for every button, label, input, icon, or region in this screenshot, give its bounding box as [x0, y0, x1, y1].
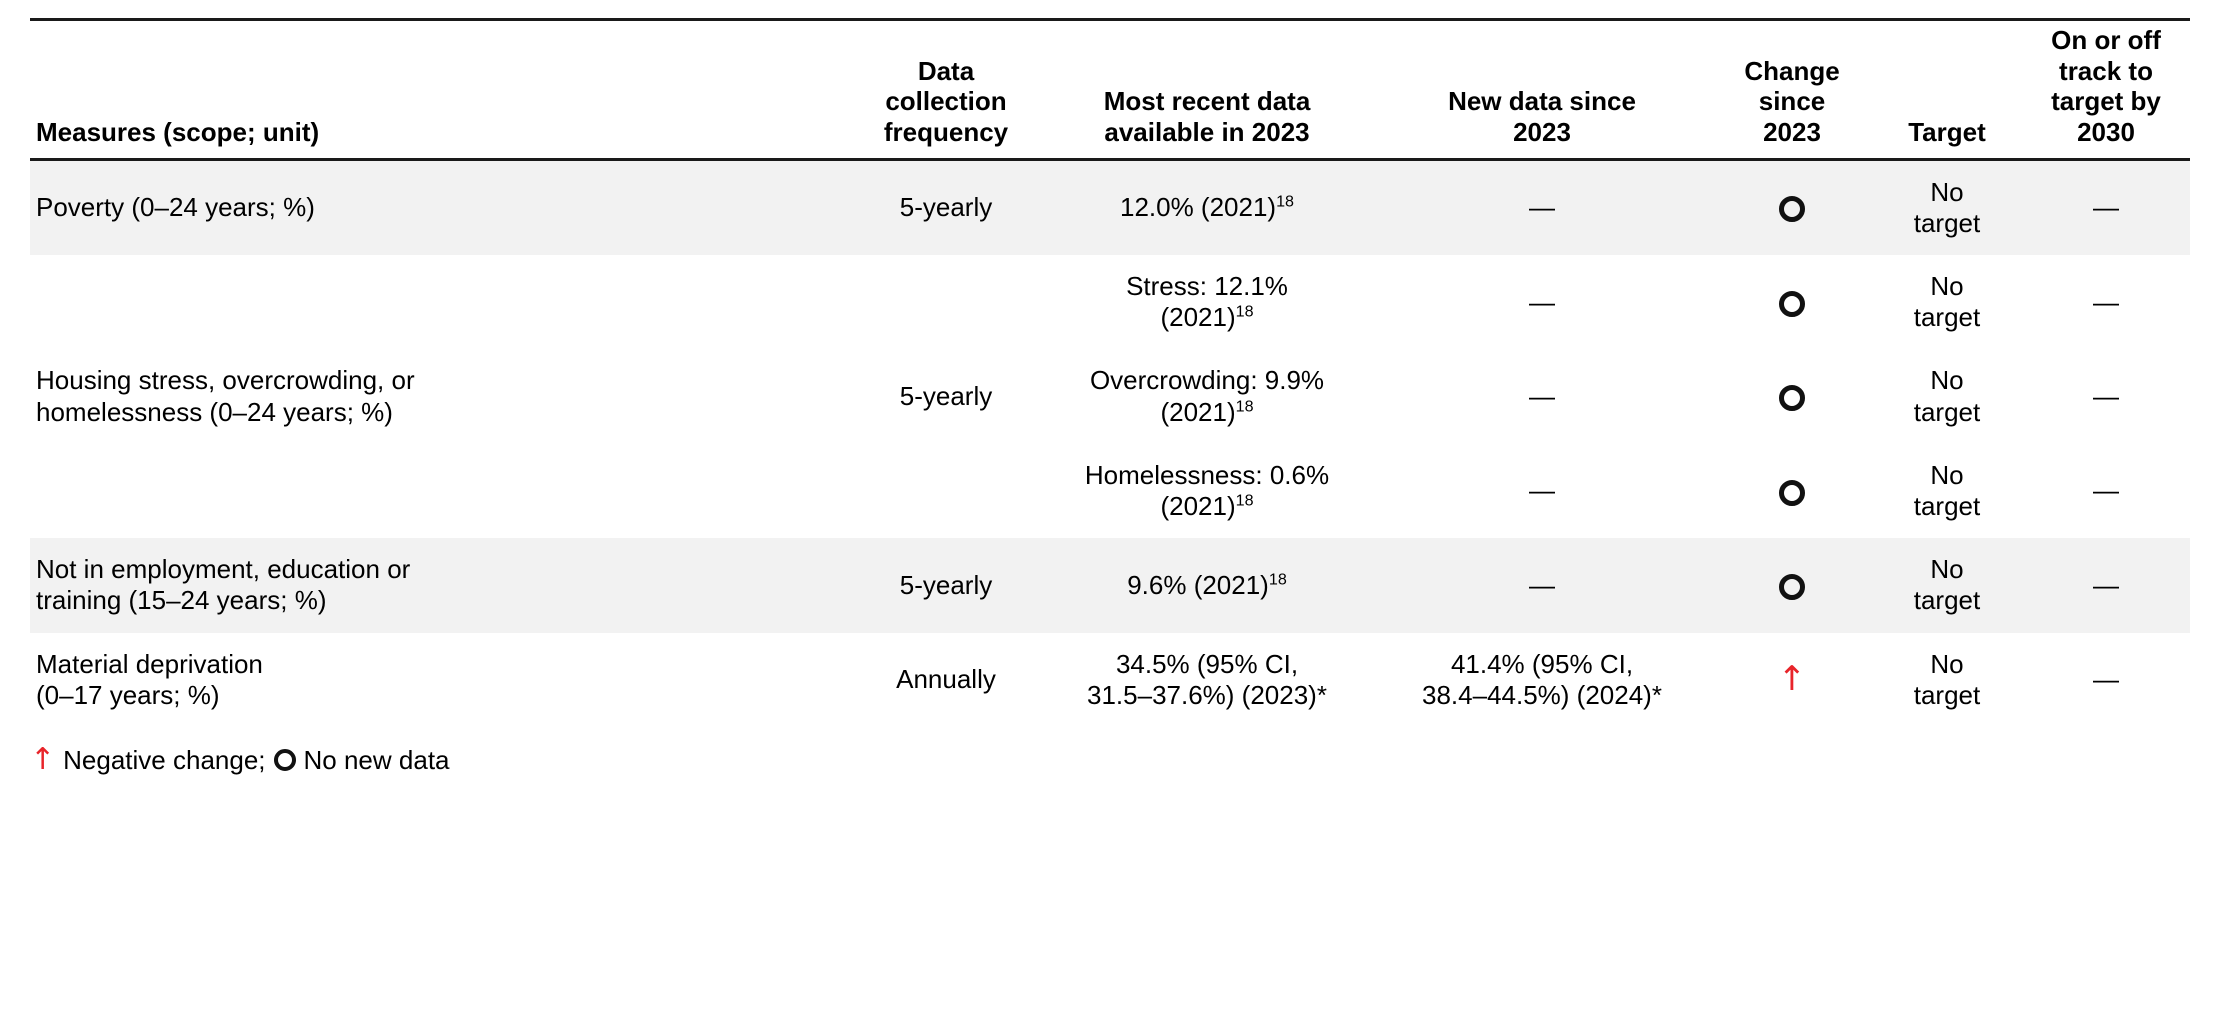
cell-change [1712, 349, 1872, 443]
cell-measure: Poverty (0–24 years; %) [30, 159, 850, 255]
cell-new-data: — [1529, 286, 1555, 317]
column-header-change: Change since 2023 [1712, 20, 1872, 160]
cell-change [1712, 159, 1872, 255]
column-header-frequency: Data collection frequency [850, 20, 1042, 160]
cell-change [1712, 444, 1872, 538]
cell-target: No target [1913, 271, 1981, 333]
legend-no-new-data-label: No new data [303, 744, 450, 775]
cell-target: No target [1913, 365, 1981, 427]
cell-most-recent [1042, 444, 1372, 538]
footnote-ref: 18 [1235, 302, 1254, 321]
negative-change-arrow-icon: ↑ [30, 742, 56, 778]
cell-target: No target [1872, 538, 2022, 632]
cell-track: — [2022, 159, 2190, 255]
cell-measure: Housing stress, overcrowding, or homelessness (0–24 years; %) [36, 365, 415, 427]
no-new-data-circle-icon [1779, 291, 1805, 317]
cell-target: No target [1872, 159, 2022, 255]
value-line-2: 31.5–37.6%) (2023)* [1087, 679, 1327, 710]
footnote-ref: 18 [1235, 491, 1254, 510]
cell-measure [30, 633, 850, 727]
cell-most-recent [1042, 633, 1372, 727]
cell-new-data: — [1372, 538, 1712, 632]
cell-new-data: — [1372, 159, 1712, 255]
cell-most-recent [1042, 349, 1372, 443]
cell-most-recent [1042, 159, 1372, 255]
measure-line-1: Material deprivation [36, 648, 263, 679]
cell-track: — [2093, 664, 2119, 695]
table-header [30, 20, 2190, 160]
no-new-data-circle-icon [1779, 385, 1805, 411]
cell-new-data [1372, 633, 1712, 727]
cell-target: No target [1913, 648, 1981, 710]
no-new-data-circle-icon [1779, 196, 1805, 222]
value-year: (2021) [1160, 302, 1236, 333]
measures-table [30, 18, 2190, 727]
legend-negative-change-label: Negative change; [63, 744, 266, 775]
column-header-track: On or off track to target by 2030 [2022, 20, 2190, 160]
legend [30, 742, 2218, 778]
cell-most-recent [1042, 255, 1372, 349]
cell-change [1712, 538, 1872, 632]
value-text: Overcrowding: 9.9% [1089, 365, 1325, 396]
cell-frequency: 5-yearly [850, 538, 1042, 632]
measure-line-2: (0–17 years; %) [36, 679, 220, 710]
negative-change-arrow-icon: ↑ [1777, 659, 1807, 700]
table-row [30, 538, 2190, 632]
column-header-new-data: New data since 2023 [1372, 20, 1712, 160]
table-body [30, 159, 2190, 727]
cell-new-data: — [1529, 381, 1555, 412]
cell-measure: Not in employment, education or training (15–24 years; %) [30, 538, 850, 632]
cell-change [1712, 255, 1872, 349]
cell-most-recent [1042, 538, 1372, 632]
table-row [30, 633, 2190, 727]
no-new-data-circle-icon [1779, 480, 1805, 506]
cell-track: — [2022, 538, 2190, 632]
cell-frequency: Annually [896, 664, 996, 695]
cell-target: No target [1913, 459, 1981, 521]
value-line-1: 34.5% (95% CI, [1115, 648, 1299, 679]
cell-new-data: — [1529, 475, 1555, 506]
value-year: (2021) [1160, 491, 1236, 521]
table-header-row [30, 20, 2190, 160]
value-text: Homelessness: 0.6% [1084, 459, 1330, 490]
column-header-target: Target [1872, 20, 2022, 160]
no-new-data-circle-icon [1779, 574, 1805, 600]
value-text: 12.0% (2021) [1119, 192, 1277, 223]
table-row [30, 255, 2190, 349]
value-line-1: 41.4% (95% CI, [1450, 648, 1634, 679]
cell-change [1712, 633, 1872, 727]
table-row [30, 159, 2190, 255]
cell-track: — [2093, 286, 2119, 317]
no-new-data-circle-icon [274, 749, 296, 771]
value-text: 9.6% (2021) [1127, 569, 1269, 600]
value-line-2: 38.4–44.5%) (2024)* [1422, 679, 1662, 710]
cell-frequency: 5-yearly [899, 381, 993, 412]
cell-track: — [2093, 475, 2119, 506]
column-header-measures: Measures (scope; unit) [30, 20, 850, 160]
footnote-ref: 18 [1276, 192, 1295, 211]
column-header-most-recent: Most recent data available in 2023 [1042, 20, 1372, 160]
cell-track: — [2093, 381, 2119, 412]
footnote-ref: 18 [1268, 570, 1287, 589]
cell-frequency: 5-yearly [850, 159, 1042, 255]
footnote-ref: 18 [1235, 396, 1254, 415]
value-year: (2021) [1160, 396, 1236, 427]
value-text: Stress: 12.1% [1126, 271, 1288, 302]
